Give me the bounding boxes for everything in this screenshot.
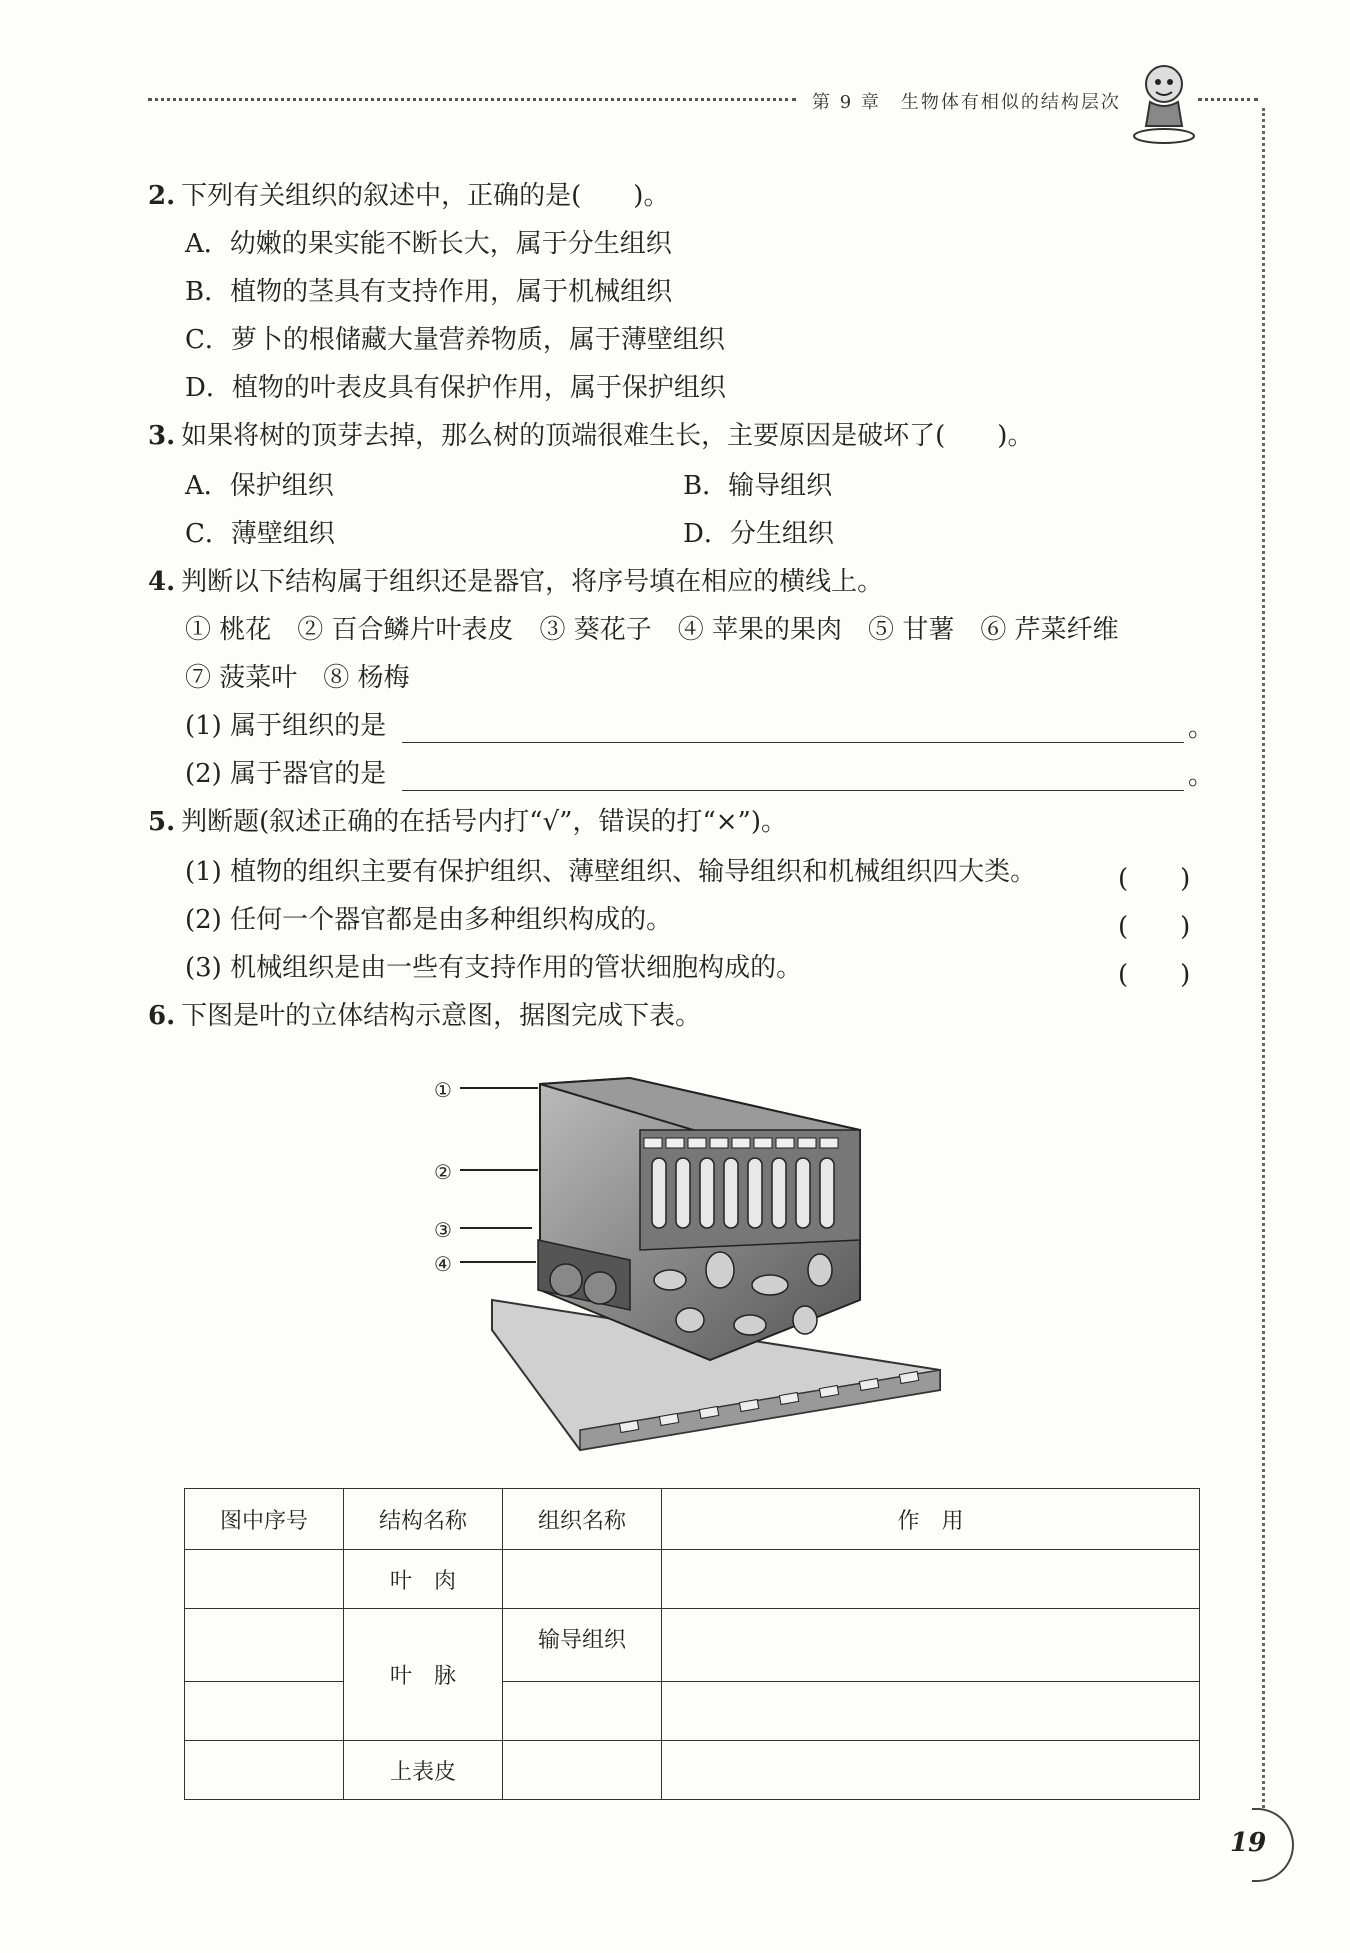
side-dotted-line [1262,108,1265,1808]
q5-answer-paren-1[interactable]: ( ) [1118,864,1191,894]
page-number: 19 [1230,1828,1267,1858]
leaf-cross-section-illustration [420,1070,960,1470]
answer-cell[interactable] [662,1682,1200,1741]
header-cell: 组织名称 [503,1489,662,1550]
tissue-name-cell: 输导组织 [503,1609,662,1682]
q3-option-b: B．输导组织 [683,471,833,501]
answer-cell[interactable] [662,1550,1200,1609]
answer-cell[interactable] [503,1550,662,1609]
q2-option-d: D．植物的叶表皮具有保护作用，属于保护组织 [185,373,726,403]
question-number: 2. [148,181,176,211]
q2-option-b: B．植物的茎具有支持作用，属于机械组织 [185,277,673,307]
leaf-structure-table [184,1488,1200,1800]
answer-cell[interactable] [185,1550,344,1609]
diagram-label-1: ① [434,1078,452,1102]
q3-option-d: D．分生组织 [683,519,834,549]
q4-end-mark-1: 。 [1188,713,1215,743]
table-row [185,1741,1200,1800]
q4-items-line1: ① 桃花 ② 百合鳞片叶表皮 ③ 葵花子 ④ 苹果的果肉 ⑤ 甘薯 ⑥ 芹菜纤维 [185,615,1119,645]
q2-option-c: C．萝卜的根储藏大量营养物质，属于薄壁组织 [185,325,725,355]
q3-option-a: A．保护组织 [185,471,334,501]
q3-option-c: C．薄壁组织 [185,519,335,549]
q5-item-2: (2) 任何一个器官都是由多种组织构成的。 [185,905,673,935]
chapter-title: 第 9 章 生物体有相似的结构层次 [812,92,1121,113]
question-text: 如果将树的顶芽去掉，那么树的顶端很难生长，主要原因是破坏了( )。 [181,421,1034,451]
question-5-stem [148,802,787,842]
question-text: 判断题(叙述正确的在括号内打“√”，错误的打“×”)。 [181,807,787,837]
header-cell: 作 用 [662,1489,1200,1550]
q4-sub1-label: (1) 属于组织的是 [185,711,387,741]
answer-cell[interactable] [503,1682,662,1741]
q4-answer-line-2[interactable] [402,790,1184,791]
q2-option-a: A．幼嫩的果实能不断长大，属于分生组织 [185,229,672,259]
answer-cell[interactable] [503,1741,662,1800]
structure-name-cell: 上表皮 [344,1741,503,1800]
table-row [185,1609,1200,1682]
diagram-label-3: ③ [434,1218,452,1242]
question-text: 下列有关组织的叙述中，正确的是( )。 [181,181,670,211]
answer-cell[interactable] [185,1741,344,1800]
question-2-stem [148,176,669,216]
table-row [185,1550,1200,1609]
q4-end-mark-2: 。 [1188,761,1215,791]
answer-cell[interactable] [185,1609,344,1682]
structure-name-cell: 叶 脉 [344,1609,503,1741]
question-number: 6. [148,1001,176,1031]
header-dotted-line [148,98,796,101]
question-number: 5. [148,807,176,837]
header-cell: 结构名称 [344,1489,503,1550]
answer-cell[interactable] [662,1609,1200,1682]
q4-sub2-label: (2) 属于器官的是 [185,759,387,789]
question-number: 3. [148,421,176,451]
answer-cell[interactable] [662,1741,1200,1800]
q5-item-1: (1) 植物的组织主要有保护组织、薄壁组织、输导组织和机械组织四大类。 [185,857,1037,887]
question-6-stem [148,996,701,1036]
mascot-icon [1128,60,1200,146]
q4-answer-line-1[interactable] [402,742,1184,743]
question-text: 下图是叶的立体结构示意图，据图完成下表。 [181,1001,702,1031]
q5-answer-paren-3[interactable]: ( ) [1118,960,1191,990]
header-dotted-line-right [1198,98,1258,101]
question-number: 4. [148,567,176,597]
structure-name-cell: 叶 肉 [344,1550,503,1609]
leaf-structure-diagram [420,1070,960,1470]
page-number-arc [1252,1808,1294,1882]
diagram-label-4: ④ [434,1252,452,1276]
q5-answer-paren-2[interactable]: ( ) [1118,912,1191,942]
question-3-stem [148,416,1033,456]
diagram-label-2: ② [434,1160,452,1184]
header-cell: 图中序号 [185,1489,344,1550]
question-4-stem [148,562,883,602]
table-row [185,1682,1200,1741]
table-header-row [185,1489,1200,1550]
question-text: 判断以下结构属于组织还是器官，将序号填在相应的横线上。 [181,567,884,597]
q5-item-3: (3) 机械组织是由一些有支持作用的管状细胞构成的。 [185,953,803,983]
q4-items-line2: ⑦ 菠菜叶 ⑧ 杨梅 [185,663,410,693]
answer-cell[interactable] [185,1682,344,1741]
